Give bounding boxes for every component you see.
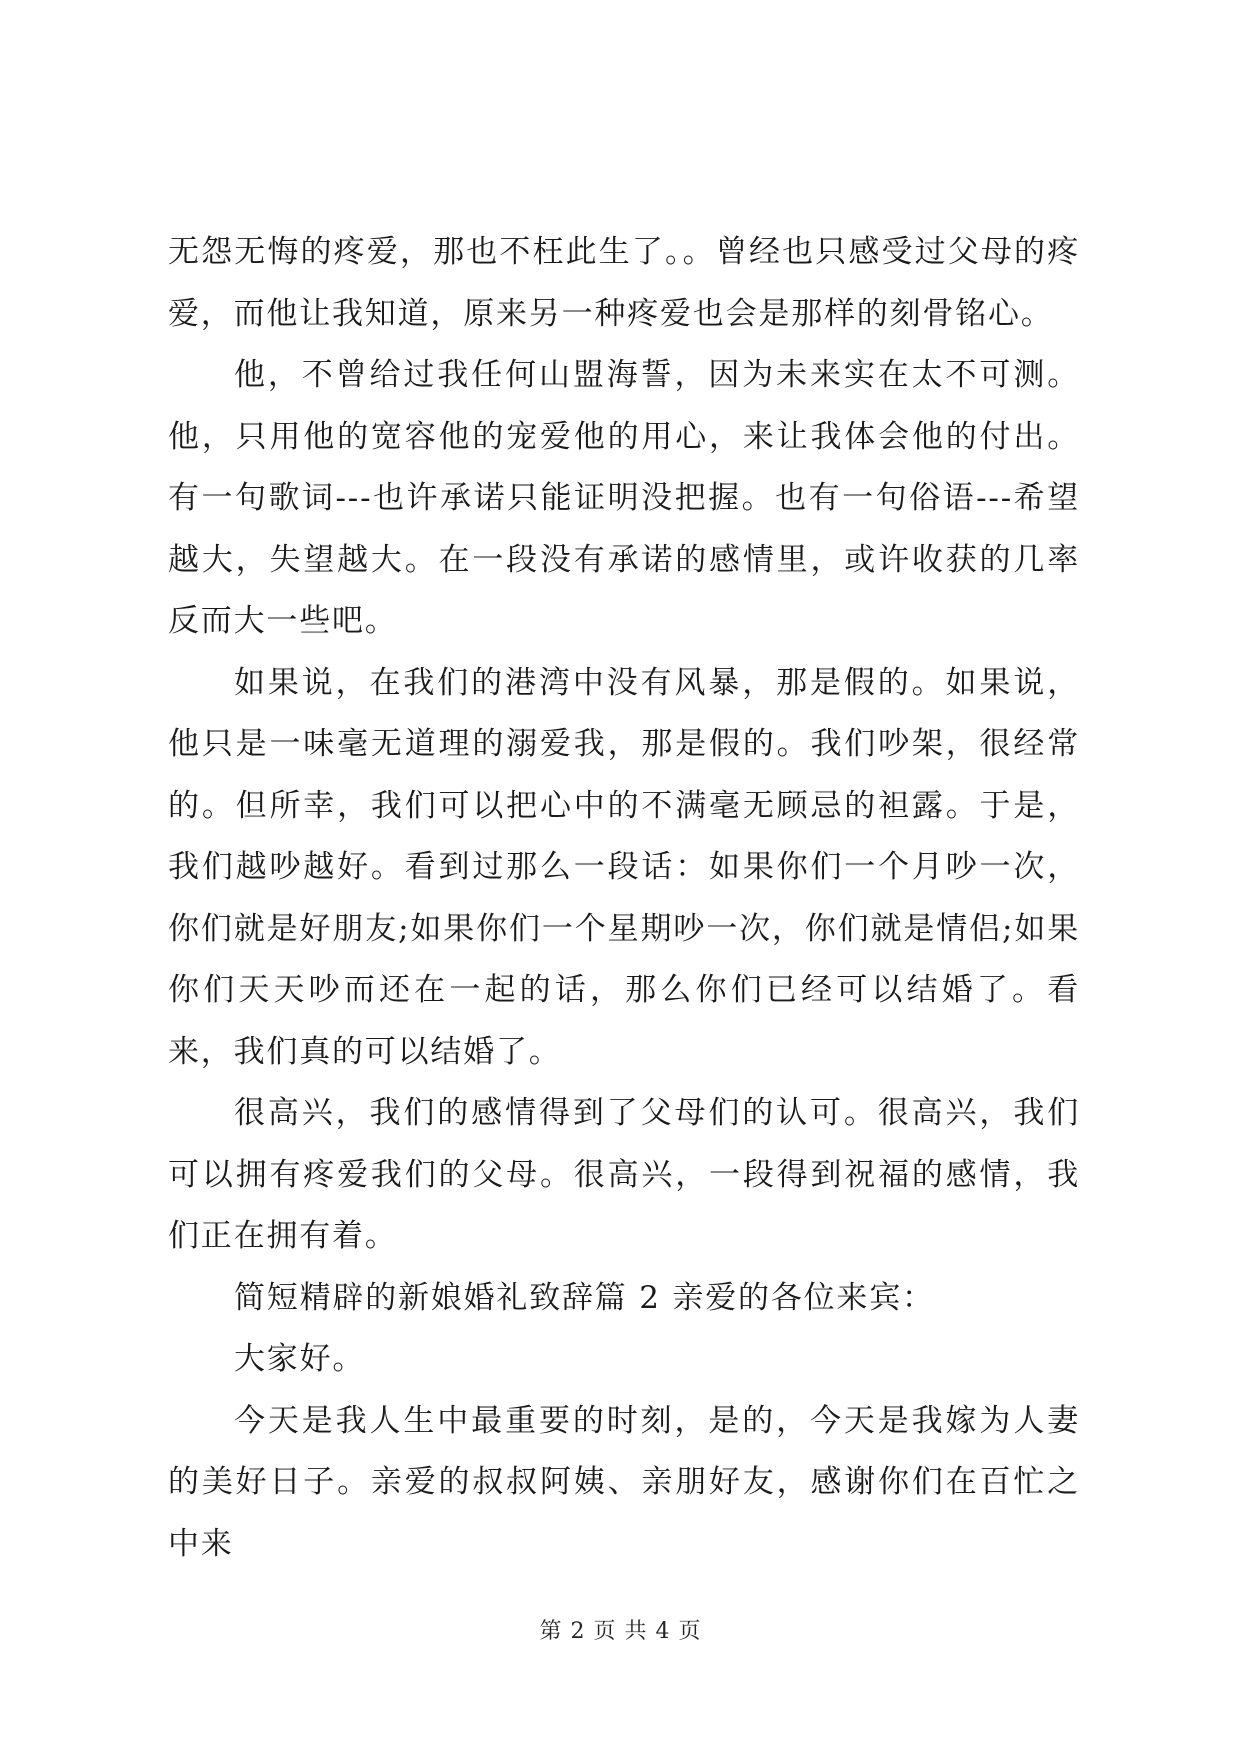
paragraph-continuation: 无怨无悔的疼爱，那也不枉此生了。。曾经也只感受过父母的疼爱，而他让我知道，原来另一种疼爱也会是那样的刻骨铭心。 <box>168 234 1080 332</box>
paragraph-greeting: 大家好。 <box>234 1341 366 1377</box>
document-body <box>168 222 1080 1575</box>
paragraph-promise: 他，不曾给过我任何山盟海誓，因为未来实在太不可测。他，只用他的宽容他的宠爱他的用心，来让我体会他的付出。有一句歌词---也许承诺只能证明没把握。也有一句俗语---希望越大，失望越大。在一段没有承诺的感情里，或许收获的几率反而大一些吧。 <box>168 357 1080 639</box>
paragraph-happy: 很高兴，我们的感情得到了父母们的认可。很高兴，我们可以拥有疼爱我们的父母。很高兴，一段得到祝福的感情，我们正在拥有着。 <box>168 1095 1080 1254</box>
page-footer <box>0 1614 1241 1645</box>
paragraph-today: 今天是我人生中最重要的时刻，是的，今天是我嫁为人妻的美好日子。亲爱的叔叔阿姨、亲朋好友，感谢你们在百忙之中来 <box>168 1402 1080 1562</box>
page-indicator: 第 2 页 共 4 页 <box>539 1619 702 1644</box>
section-heading-speech-2: 简短精辟的新娘婚礼致辞篇 2 亲爱的各位来宾： <box>234 1279 935 1316</box>
paragraph-quarrel: 如果说，在我们的港湾中没有风暴，那是假的。如果说，他只是一味毫无道理的溺爱我，那是假的。我们吵架，很经常的。但所幸，我们可以把心中的不满毫无顾忌的袒露。于是，我们越吵越好。看到过那么一段话：如果你们一个月吵一次，你们就是好朋友;如果你们一个星期吵一次，你们就是情侣;如果你们天天吵而还在一起的话，那么你们已经可以结婚了。看来，我们真的可以结婚了。 <box>168 664 1080 1070</box>
